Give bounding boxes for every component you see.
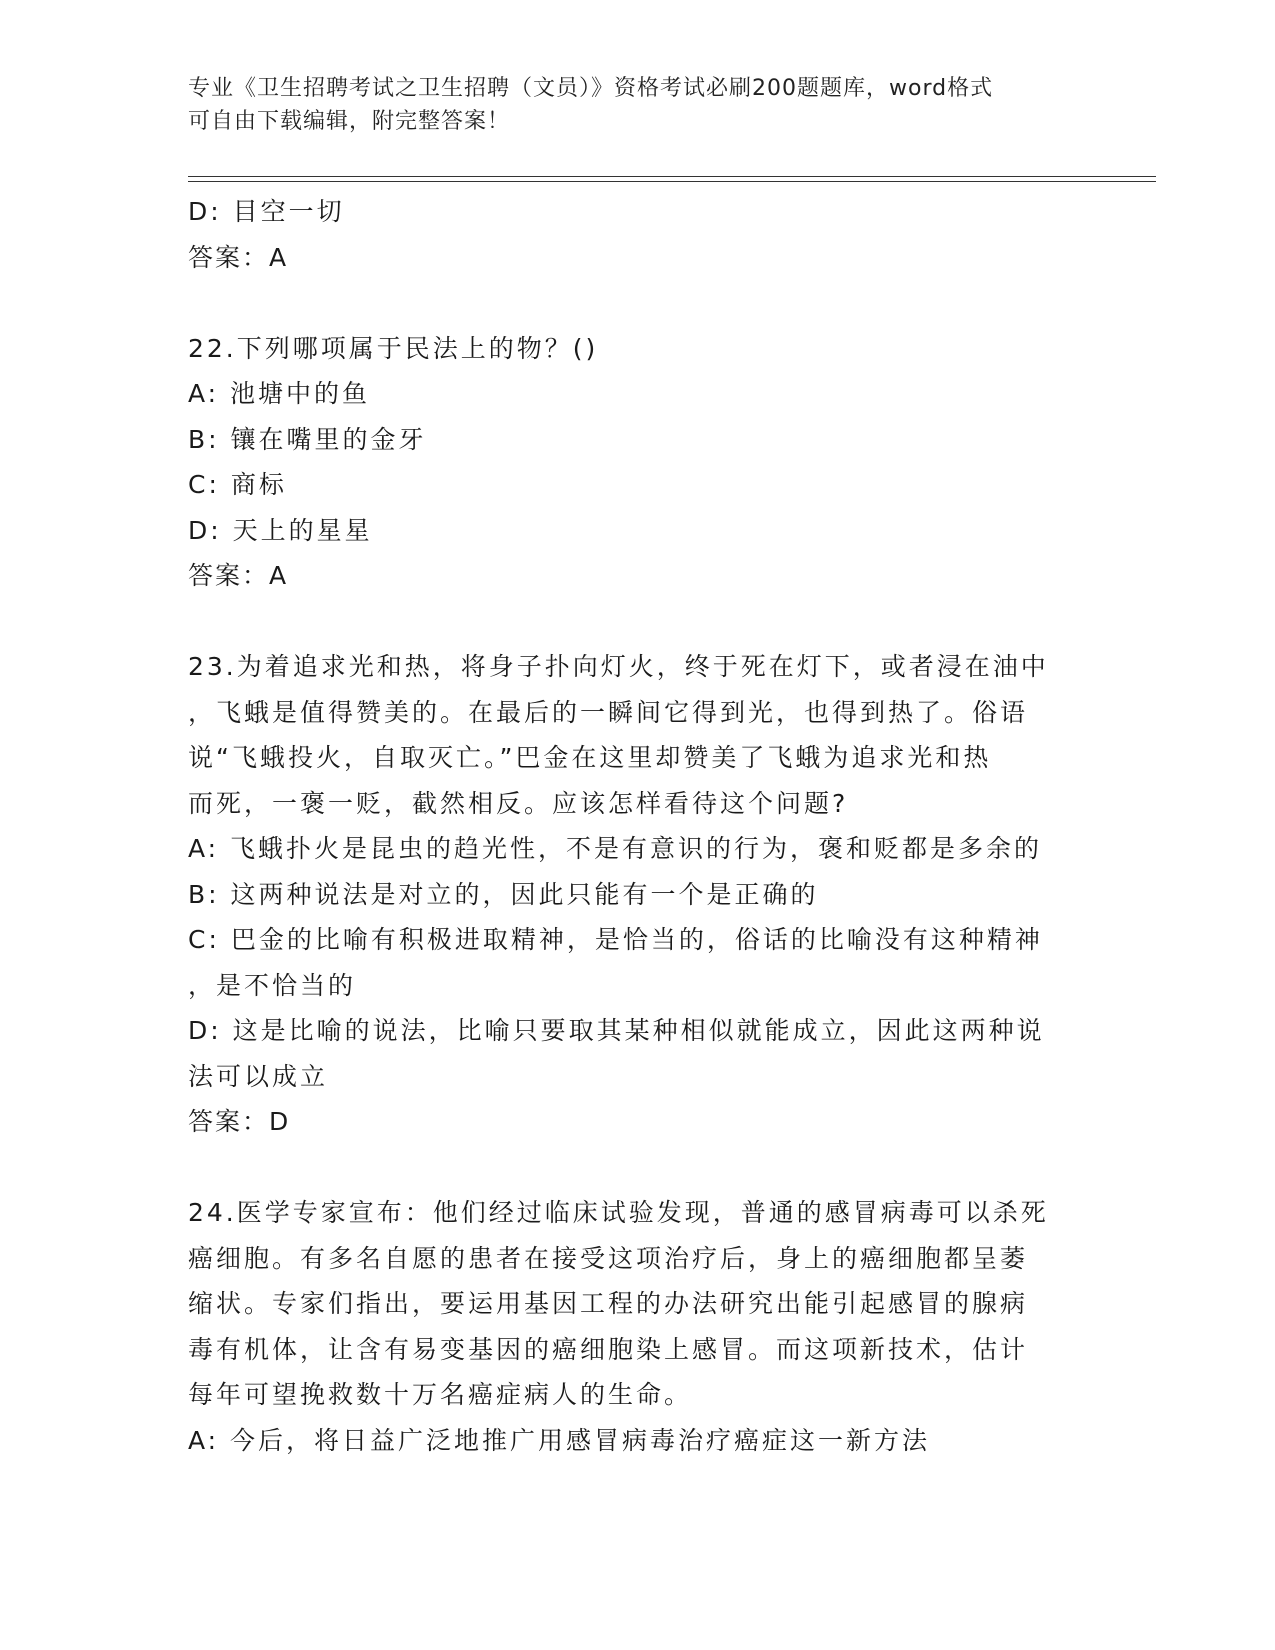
q24-stem-line: 每年可望挽救数十万名癌症病人的生命。 bbox=[188, 1380, 693, 1409]
q23-option-c-line: ，是不恰当的 bbox=[188, 970, 357, 1000]
q24-stem-line: 毒有机体，让含有易变基因的癌细胞染上感冒。而这项新技术，估计 bbox=[188, 1334, 1029, 1364]
q23-stem-line: 23.为着追求光和热，将身子扑向灯火，终于死在灯下，或者浸在油中 bbox=[188, 652, 1049, 681]
q23-option-d-line: D: 这是比喻的说法，比喻只要取其某种相似就能成立，因此这两种说 bbox=[188, 1016, 1045, 1045]
q23-stem-line: 而死，一褒一贬，截然相反。应该怎样看待这个问题? bbox=[188, 788, 849, 818]
q22-option-b: B: 镶在嘴里的金牙 bbox=[188, 424, 427, 454]
spacer bbox=[188, 599, 1088, 645]
header-divider-top bbox=[188, 176, 1156, 177]
q24-stem-line: 癌细胞。有多名自愿的患者在接受这项治疗后，身上的癌细胞都呈萎 bbox=[188, 1243, 1029, 1273]
q24-stem-line: 缩状。专家们指出，要运用基因工程的办法研究出能引起感冒的腺病 bbox=[188, 1289, 1029, 1318]
q23-option-b: B: 这两种说法是对立的，因此只能有一个是正确的 bbox=[188, 879, 819, 909]
q23-option-c-line: C: 巴金的比喻有积极进取精神，是恰当的，俗话的比喻没有这种精神 bbox=[188, 925, 1043, 954]
spacer bbox=[188, 1145, 1088, 1191]
q21-option-d: D: 目空一切 bbox=[188, 197, 345, 226]
q23-option-a: A: 飞蛾扑火是昆虫的趋光性，不是有意识的行为，褒和贬都是多余的 bbox=[188, 834, 1043, 863]
q23-stem-line: 说“飞蛾投火，自取灭亡。”巴金在这里却赞美了飞蛾为追求光和热 bbox=[188, 743, 992, 772]
spacer bbox=[188, 280, 1088, 326]
q22-option-a: A: 池塘中的鱼 bbox=[188, 379, 371, 408]
header-divider-bottom bbox=[188, 181, 1156, 182]
document-header bbox=[188, 72, 1068, 138]
q22-answer: 答案：A bbox=[188, 561, 289, 590]
q23-stem-line: ，飞蛾是值得赞美的。在最后的一瞬间它得到光，也得到热了。俗语 bbox=[188, 697, 1029, 727]
q23-answer: 答案：D bbox=[188, 1107, 291, 1136]
header-line-1: 专业《卫生招聘考试之卫生招聘（文员）》资格考试必刷200题题库，word格式 bbox=[188, 76, 994, 101]
q21-answer: 答案：A bbox=[188, 242, 289, 272]
question-content bbox=[188, 189, 1088, 1463]
q22-option-c: C: 商标 bbox=[188, 470, 287, 499]
header-line-2: 可自由下载编辑，附完整答案！ bbox=[188, 109, 511, 134]
q22-option-d: D: 天上的星星 bbox=[188, 515, 373, 545]
q24-option-a: A: 今后，将日益广泛地推广用感冒病毒治疗癌症这一新方法 bbox=[188, 1425, 931, 1455]
q22-stem: 22.下列哪项属于民法上的物？() bbox=[188, 333, 599, 363]
q24-stem-line: 24.医学专家宣布：他们经过临床试验发现，普通的感冒病毒可以杀死 bbox=[188, 1198, 1049, 1227]
q23-option-d-line: 法可以成立 bbox=[188, 1061, 329, 1091]
